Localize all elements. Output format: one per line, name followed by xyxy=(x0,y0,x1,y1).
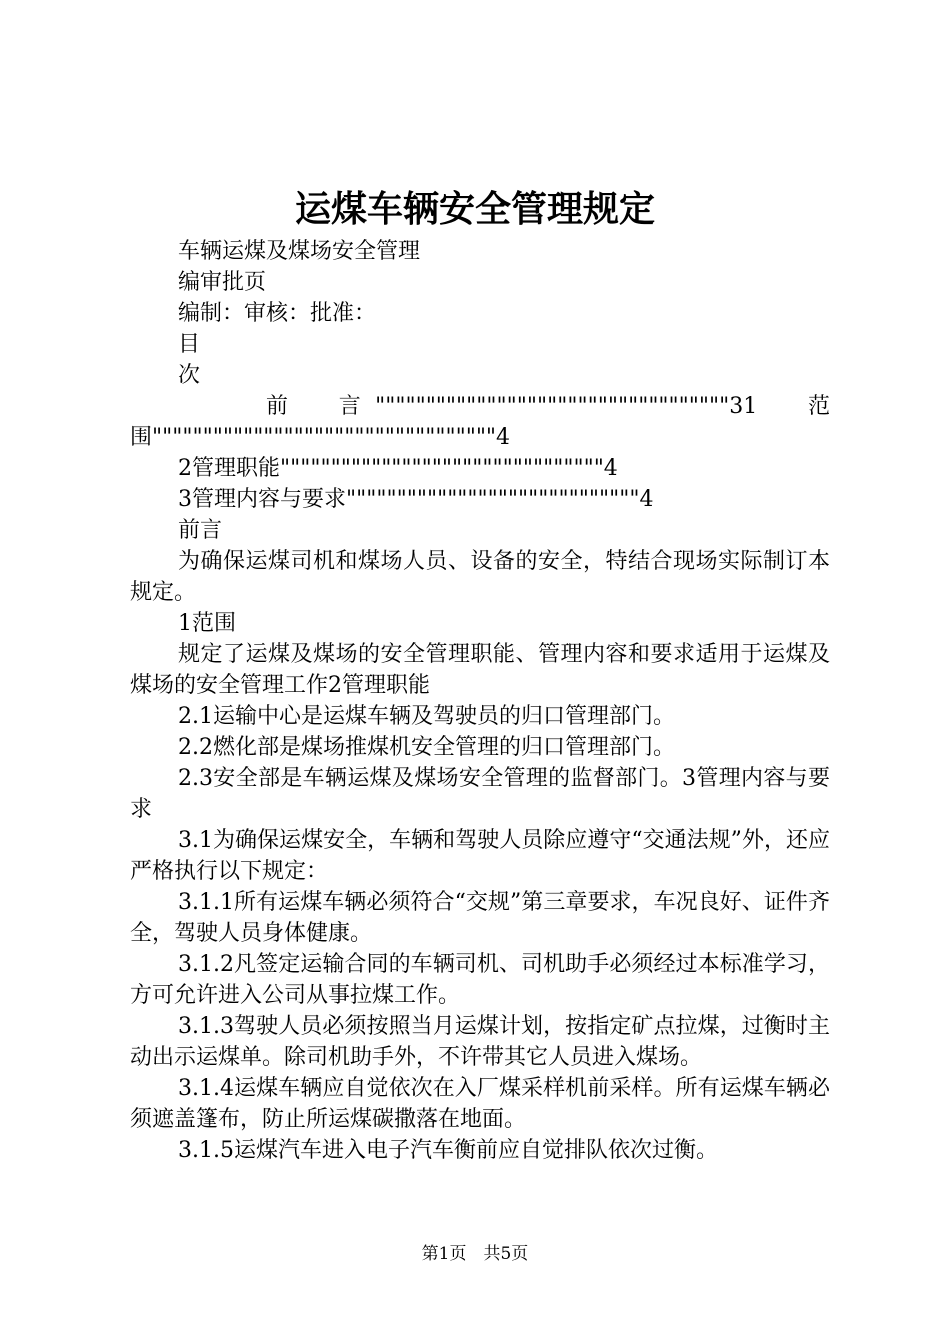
toc-entry-section-3: 3管理内容与要求"""""""""""""""""""""""""""""4 xyxy=(178,487,654,512)
toc-heading-1: 目 xyxy=(178,332,201,357)
item-2-2: 2.2燃化部是煤场推煤机安全管理的归口管理部门。 xyxy=(178,735,675,760)
item-3-1-3: 3.1.3驾驶人员必须按照当月运煤计划，按指定矿点拉煤，过衡时主动出示运煤单。除司机助手外，不许带其它人员进入煤场。 xyxy=(130,1014,830,1070)
subtitle-line: 车辆运煤及煤场安全管理 xyxy=(178,239,421,264)
document-body xyxy=(130,236,830,1166)
preface-heading: 前言 xyxy=(178,518,223,543)
item-3-1: 3.1为确保运煤安全，车辆和驾驶人员除应遵守“交通法规”外，还应严格执行以下规定： xyxy=(130,828,830,884)
item-3-1-4: 3.1.4运煤车辆应自觉依次在入厂煤采样机前采样。所有运煤车辆必须遮盖篷布，防止所运煤碳撒落在地面。 xyxy=(130,1076,830,1132)
item-3-1-2: 3.1.2凡签定运输合同的车辆司机、司机助手必须经过本标准学习，方可允许进入公司从事拉煤工作。 xyxy=(130,952,830,1008)
item-3-1-5: 3.1.5运煤汽车进入电子汽车衡前应自觉排队依次过衡。 xyxy=(178,1138,718,1163)
approval-page-line: 编审批页 xyxy=(178,270,267,295)
toc-heading-2: 次 xyxy=(178,363,201,388)
scope-heading: 1范围 xyxy=(178,611,236,636)
preface-body: 为确保运煤司机和煤场人员、设备的安全，特结合现场实际制订本规定。 xyxy=(130,549,830,605)
item-3-1-1: 3.1.1所有运煤车辆必须符合“交规”第三章要求，车况良好、证件齐全，驾驶人员身体健康。 xyxy=(130,890,830,946)
scope-body: 规定了运煤及煤场的安全管理职能、管理内容和要求适用于运煤及煤场的安全管理工作2管理职能 xyxy=(130,642,830,698)
page-footer: 第1页 共5页 xyxy=(421,1244,529,1264)
signatures-line: 编制：审核：批准： xyxy=(178,301,377,326)
item-2-1: 2.1运输中心是运煤车辆及驾驶员的归口管理部门。 xyxy=(178,704,675,729)
item-2-3: 2.3安全部是车辆运煤及煤场安全管理的监督部门。3管理内容与要求 xyxy=(130,766,830,822)
toc-entry-section-2: 2管理职能""""""""""""""""""""""""""""""""4 xyxy=(178,456,618,481)
document-title: 运煤车辆安全管理规定 xyxy=(294,188,655,230)
toc-entry-preface-scope: 前 言"""""""""""""""""""""""""""""""""""31 范围""""""""""""""""""""""""""""""""""4 xyxy=(130,394,830,450)
